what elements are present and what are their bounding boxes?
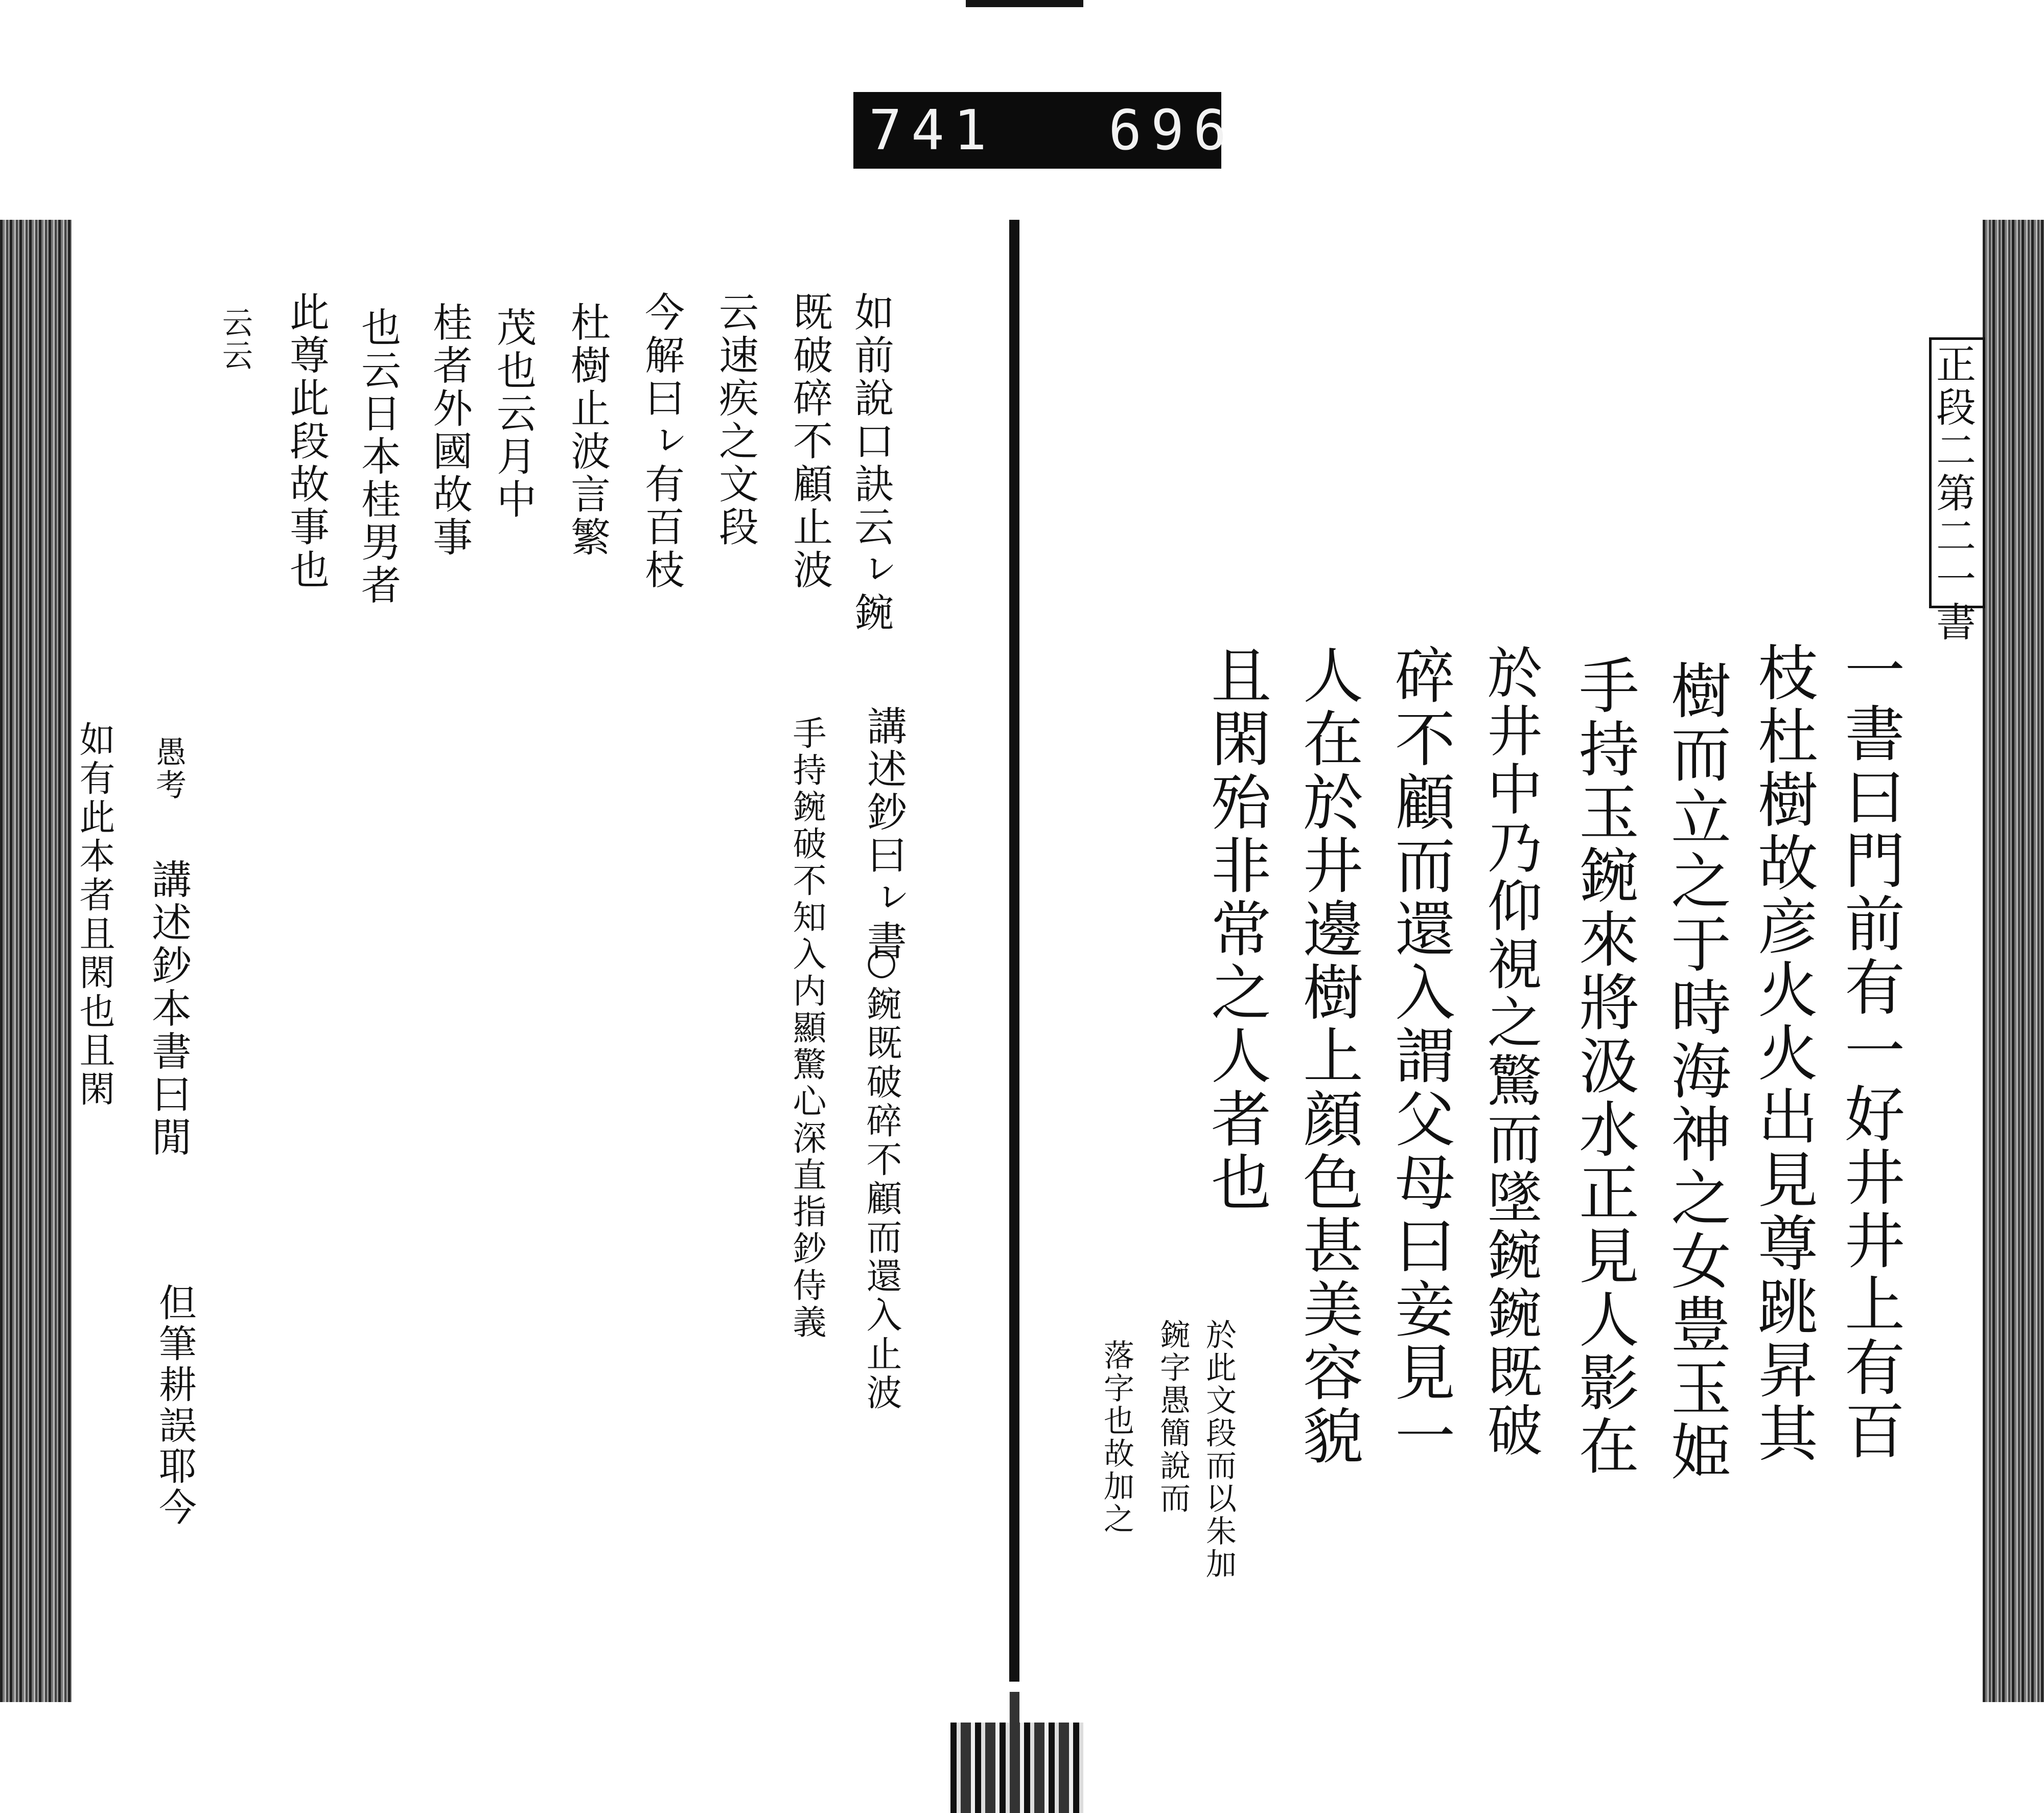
book-spine <box>1009 220 1019 1682</box>
lower-column-2: 講述鈔本書曰閒 <box>145 859 191 1159</box>
top-scan-artifact <box>966 0 1083 7</box>
lower-column-1: 愚考 <box>151 736 187 801</box>
archive-number-stamp <box>853 92 1236 169</box>
right-page-edge <box>1983 220 2044 1702</box>
upper-column-1: 如前說口訣云ㇾ鋺 <box>848 291 894 635</box>
middle-column-1: 講述鈔曰ㇾ書 <box>861 705 907 963</box>
upper-column-10: 云云 <box>217 307 253 372</box>
main-column-6: 碎不顧而還入謂父母曰妾見一 <box>1385 644 1455 1468</box>
lower-column-3: 如有此本者且閑也且閑 <box>74 721 115 1109</box>
stamp-right-number: 696 <box>1108 98 1236 163</box>
upper-column-3: 云速疾之文段 <box>712 291 758 549</box>
stamp-left-number: 741 <box>869 98 996 163</box>
main-column-2: 枝杜樹故彦火火出見尊跳昇其 <box>1748 641 1818 1465</box>
main-column-1: 一書曰門前有一好井井上有百 <box>1834 639 1905 1463</box>
left-page-edge <box>0 220 72 1702</box>
note-column-2: 鋺字愚簡說而 <box>1155 1319 1191 1515</box>
upper-column-8: 也云日本桂男者 <box>355 307 401 607</box>
upper-column-5: 杜樹止波言繁 <box>564 302 610 559</box>
main-column-5: 於井中乃仰視之驚而墜鋺鋺既破 <box>1478 644 1542 1460</box>
upper-column-9: 此尊此段故事也 <box>283 291 329 592</box>
main-column-8: 且閑殆非常之人者也 <box>1201 644 1271 1214</box>
section-label: 正段二第二一書 <box>1930 343 1976 644</box>
middle-column-2: ○鋺既破碎不顧而還入止波 <box>861 940 902 1413</box>
main-column-7: 人在於井邊樹上顔色甚美容貌 <box>1293 644 1363 1468</box>
upper-column-6: 茂也云月中 <box>490 307 536 521</box>
lower-column-4: 但筆耕誤耶今 <box>153 1283 197 1528</box>
upper-column-2: 既破碎不顧止波 <box>786 291 832 592</box>
middle-column-3: 手持鋺破不知入内顯驚心深直指鈔侍義 <box>787 716 826 1341</box>
main-column-3: 樹而立之于時海神之女豊玉姫 <box>1661 659 1731 1483</box>
note-column-1: 於此文段而以朱加 <box>1201 1319 1237 1580</box>
main-column-4: 手持玉鋺來將汲水正見人影在 <box>1569 654 1639 1478</box>
note-column-3: 落字也故加之 <box>1099 1339 1134 1535</box>
upper-column-4: 今解曰ㇾ有百枝 <box>638 291 684 592</box>
upper-column-7: 桂者外國故事 <box>426 302 472 559</box>
